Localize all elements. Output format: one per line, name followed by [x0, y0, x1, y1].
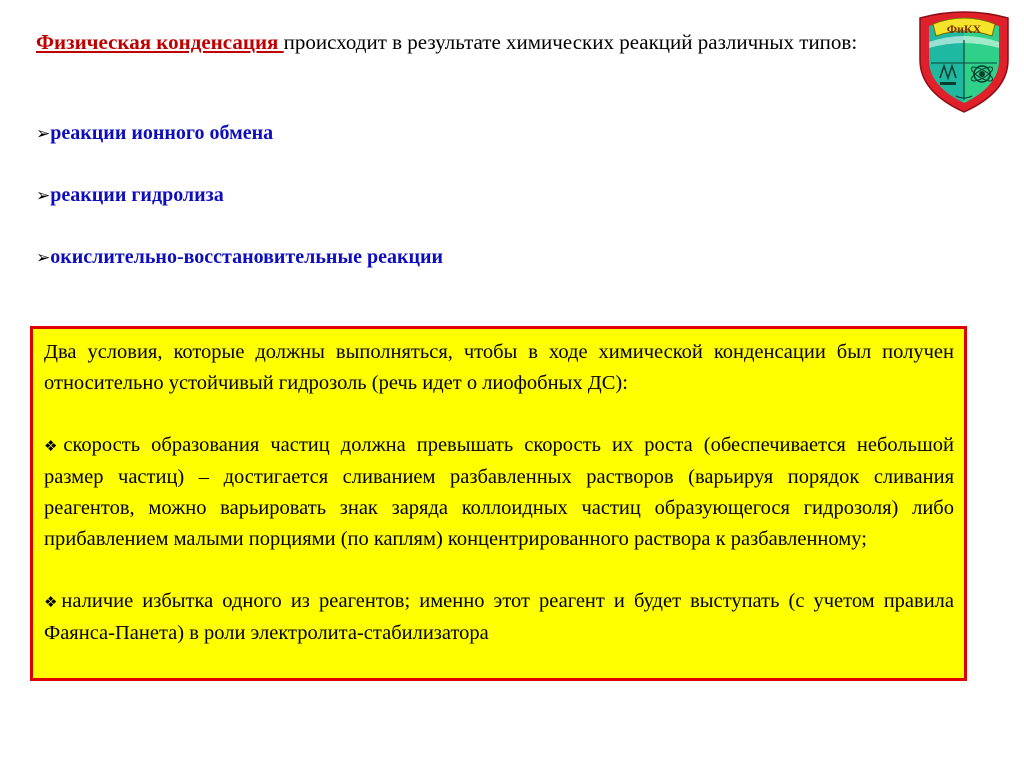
box-item-text: наличие избытка одного из реагентов; именно этот реагент и будет выступать (с учетом правила Фаянса-Панета) в роли электролита-стабилизатора: [44, 590, 955, 644]
intro-text: происходит в результате химических реакций различных типов:: [283, 30, 858, 54]
list-item-text: реакции гидролиза: [50, 184, 224, 206]
box-item: [44, 430, 954, 555]
list-item: [36, 241, 886, 303]
arrow-bullet-icon: ➢: [36, 124, 51, 144]
intro-paragraph: [36, 26, 886, 58]
arrow-bullet-icon: ➢: [36, 186, 51, 206]
arrow-bullet-icon: ➢: [36, 248, 51, 268]
list-item: [36, 117, 886, 179]
diamond-bullet-icon: ❖: [44, 437, 64, 455]
shield-logo-icon: [916, 8, 1012, 114]
conditions-box: [30, 326, 967, 681]
intro-term: Физическая конденсация: [36, 30, 284, 54]
box-lead-text: Два условия, которые должны выполняться, чтобы в ходе химической конденсации был получен относительно устойчивый гидрозоль (речь идет о лиофобных ДС):: [44, 341, 954, 394]
box-item: [44, 586, 954, 649]
box-item-text: скорость образования частиц должна превышать скорость их роста (обеспечивается небольшой размер частиц) – достигается сливанием разбавленных растворов (варьируя порядок сливания реагентов, можно варьировать знак заряда коллоидных частиц образующегося гидрозоля) либо прибавлением малыми порциями (по каплям) концентрированного раствора к разбавленному;: [44, 434, 954, 550]
logo-lettering: ФиКХ: [946, 22, 982, 36]
diamond-bullet-icon: ❖: [44, 593, 62, 611]
list-item-text: окислительно-восстановительные реакции: [50, 246, 444, 268]
list-item-text: реакции ионного обмена: [50, 122, 274, 144]
reaction-type-list: [36, 117, 886, 303]
list-item: [36, 179, 886, 241]
